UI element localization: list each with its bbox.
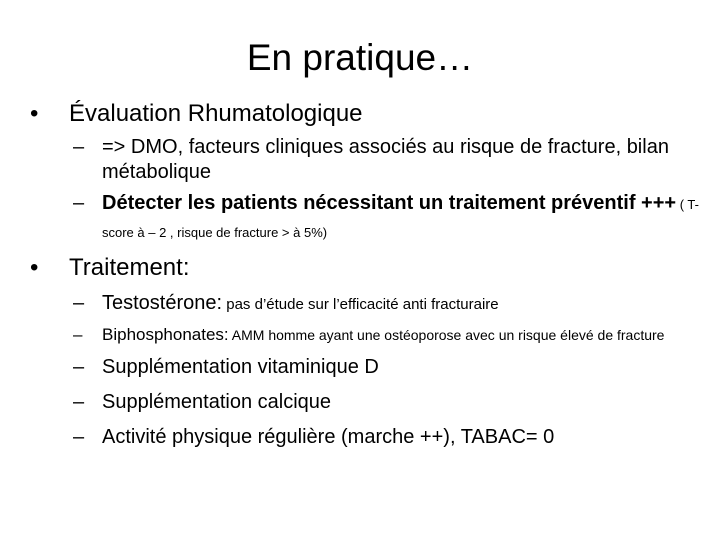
sub-bullet-text: Supplémentation vitaminique D <box>102 356 379 378</box>
sub-bullet-text: Testostérone: <box>102 292 223 314</box>
sub-bullet-dash: – <box>73 426 85 448</box>
sub-bullet-calcique <box>30 389 710 415</box>
sub-bullet-dmo <box>30 135 710 185</box>
sub-bullet-testosterone <box>30 290 710 318</box>
bullet-dot: • <box>30 100 39 127</box>
sub-bullet-text: => DMO, facteurs cliniques associés au risque de fracture, bilan métabolique <box>102 136 669 183</box>
sub-bullet-dash: – <box>73 192 85 214</box>
sub-bullet-dash: – <box>73 136 85 158</box>
sub-bullet-text: Activité physique régulière (marche ++), TABAC= 0 <box>102 426 555 448</box>
sub-bullet-small-text: ( T-score à – 2 , risque de fracture > à 5%) <box>102 197 699 240</box>
sub-bullet-bold-text: Détecter les patients nécessitant un traitement préventif +++ <box>102 192 677 214</box>
slide-content <box>30 99 710 450</box>
sub-bullet-small-text: AMM homme ayant une ostéoporose avec un risque élevé de fracture <box>228 327 665 343</box>
sub-bullet-text: Supplémentation calcique <box>102 391 332 413</box>
sub-bullet-dash: – <box>73 292 85 314</box>
bullet-evaluation <box>30 99 710 128</box>
sub-bullet-detecter <box>30 190 710 246</box>
sub-bullet-vitamine-d <box>30 354 710 380</box>
bullet-text: Traitement: <box>69 254 190 281</box>
bullet-traitement <box>30 253 710 282</box>
sub-bullet-dash: – <box>73 356 85 378</box>
slide-title: En pratique… <box>246 37 474 78</box>
sub-bullet-text: Biphosphonates: <box>102 325 229 344</box>
sub-bullet-dash: – <box>73 391 85 413</box>
sub-bullet-biphosphonates <box>30 325 710 345</box>
sub-bullet-dash: – <box>73 325 83 344</box>
sub-bullet-small-text: pas d’étude sur l’efficacité anti fracturaire <box>222 296 499 313</box>
sub-bullet-activite <box>30 424 710 450</box>
bullet-text: Évaluation Rhumatologique <box>69 100 363 127</box>
bullet-dot: • <box>30 254 39 281</box>
